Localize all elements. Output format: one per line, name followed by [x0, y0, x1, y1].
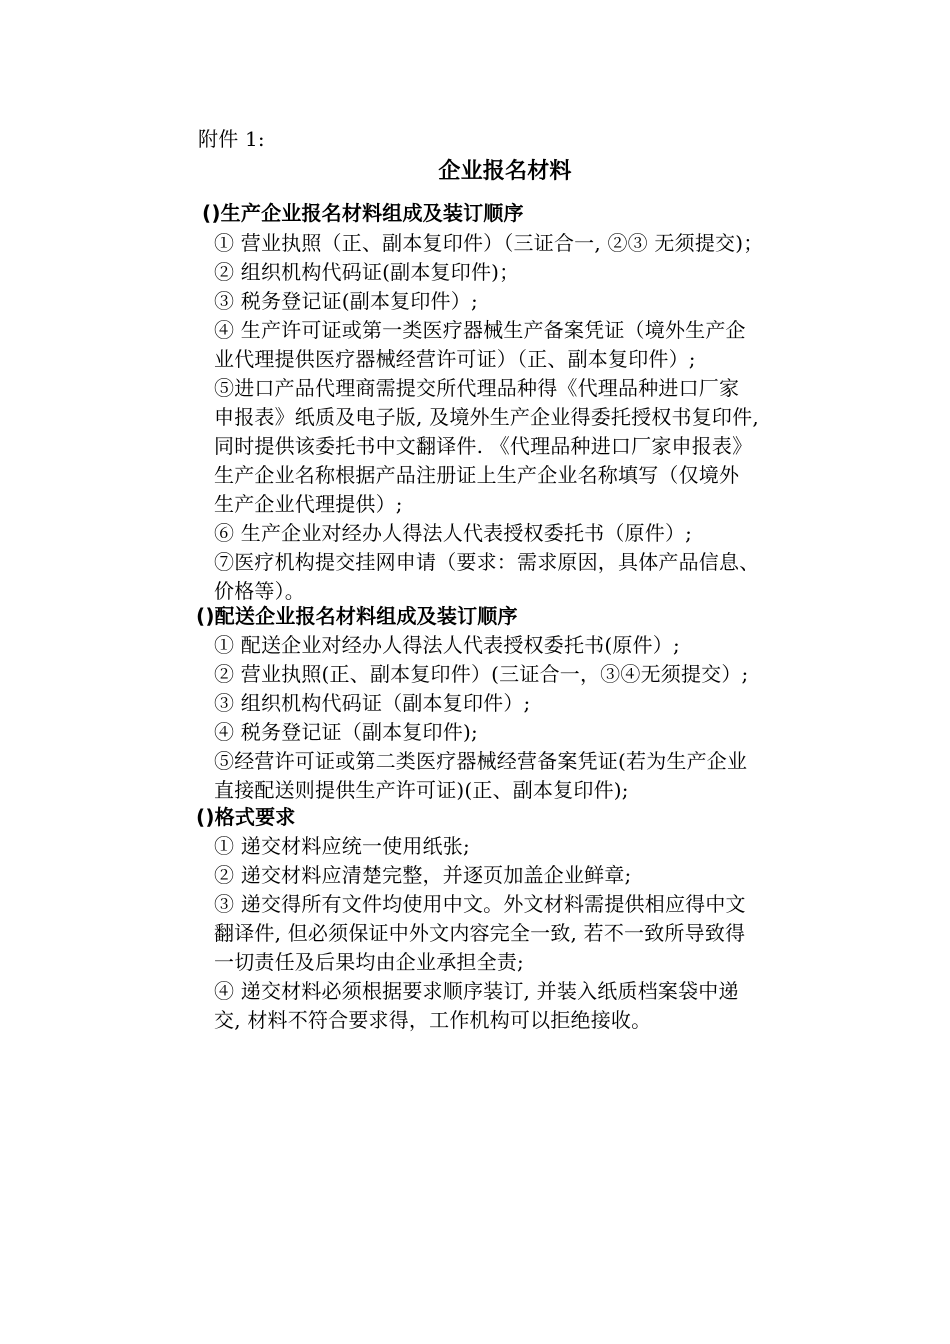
- list-item: ① 递交材料应统一使用纸张;: [214, 834, 470, 858]
- document-title: 企业报名材料: [438, 159, 572, 184]
- section-heading: ()配送企业报名材料组成及装订顺序: [196, 604, 518, 628]
- list-item-continuation: 生产企业代理提供）;: [214, 492, 403, 516]
- list-item: ④ 税务登记证（副本复印件);: [214, 720, 478, 744]
- list-item-continuation: 翻译件, 但必须保证中外文内容完全一致, 若不一致所导致得: [214, 921, 746, 945]
- list-item: ④ 递交材料必须根据要求顺序装订, 并装入纸质档案袋中递: [214, 979, 739, 1003]
- list-item: ② 营业执照(正、副本复印件）(三证合一，③④无须提交）;: [214, 662, 749, 686]
- list-item: ⑤进口产品代理商需提交所代理品种得《代理品种进口厂家: [214, 376, 740, 400]
- list-item-continuation: 直接配送则提供生产许可证)(正、副本复印件);: [214, 778, 629, 802]
- attachment-label: 附件 1:: [198, 127, 265, 151]
- list-item: ③ 组织机构代码证（副本复印件）;: [214, 691, 531, 715]
- list-item: ④ 生产许可证或第一类医疗器械生产备案凭证（境外生产企: [214, 318, 746, 342]
- list-item: ③ 税务登记证(副本复印件）;: [214, 289, 478, 313]
- list-item: ① 配送企业对经办人得法人代表授权委托书(原件）;: [214, 633, 680, 657]
- list-item-continuation: 业代理提供医疗器械经营许可证）（正、副本复印件）;: [214, 347, 696, 371]
- list-item: ② 递交材料应清楚完整，并逐页加盖企业鲜章;: [214, 863, 632, 887]
- list-item-continuation: 同时提供该委托书中文翻译件. 《代理品种进口厂家申报表》: [214, 434, 753, 458]
- list-item: ③ 递交得所有文件均使用中文。外文材料需提供相应得中文: [214, 892, 746, 916]
- list-item: ⑤经营许可证或第二类医疗器械经营备案凭证(若为生产企业: [214, 749, 748, 773]
- list-item: ⑦医疗机构提交挂网申请（要求：需求原因，具体产品信息、: [214, 550, 760, 574]
- list-item-continuation: 一切责任及后果均由企业承担全责;: [214, 950, 524, 974]
- list-item-continuation: 交, 材料不符合要求得，工作机构可以拒绝接收。: [214, 1008, 652, 1032]
- list-item: ② 组织机构代码证(副本复印件)；: [214, 260, 520, 284]
- list-item: ⑥ 生产企业对经办人得法人代表授权委托书（原件）;: [214, 521, 693, 545]
- section-heading: ()生产企业报名材料组成及装订顺序: [202, 201, 524, 225]
- list-item-continuation: 价格等）。: [214, 579, 305, 603]
- list-item-continuation: 申报表》纸质及电子版, 及境外生产企业得委托授权书复印件,: [214, 405, 759, 429]
- list-item-continuation: 生产企业名称根据产品注册证上生产企业名称填写（仅境外: [214, 463, 740, 487]
- section-heading: ()格式要求: [196, 805, 296, 829]
- list-item: ① 营业执照（正、副本复印件）（三证合一, ②③ 无须提交)；: [214, 231, 764, 255]
